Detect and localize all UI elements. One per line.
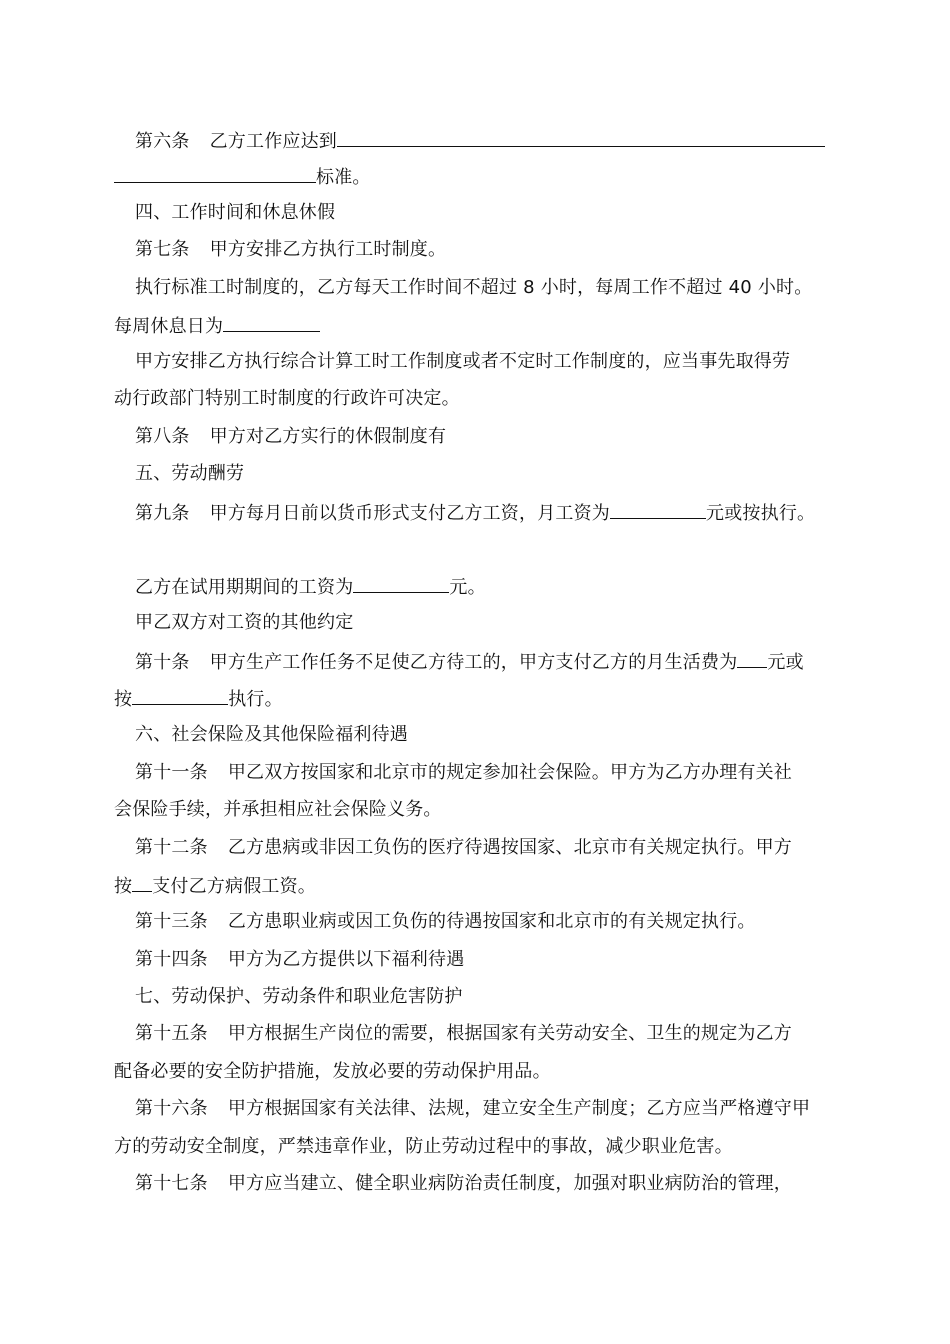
- article-6-cont-line: [114, 164, 854, 190]
- article-9-tail: 元或按执行。: [706, 503, 816, 524]
- rest-day-text: 每周休息日为: [114, 316, 224, 337]
- article-10-cont1: 按: [114, 689, 133, 710]
- article-16-text: 甲方根据国家有关法律、法规，建立安全生产制度；乙方应当严格遵守甲: [227, 1098, 811, 1119]
- article-8-label: 第八条: [135, 426, 190, 447]
- article-15-text: 甲方根据生产岗位的需要，根据国家有关劳动安全、卫生的规定为乙方: [227, 1023, 793, 1044]
- article-17-label: 第十七条: [135, 1173, 208, 1194]
- article-10-cont2: 执行。: [228, 689, 283, 710]
- article-12-cont1: 按: [114, 876, 133, 897]
- trial-wage-text: 乙方在试用期期间的工资为: [135, 577, 354, 598]
- article-11-text: 甲乙双方按国家和北京市的规定参加社会保险。甲方为乙方办理有关社: [227, 762, 793, 783]
- article-11-line: [114, 761, 875, 785]
- article-9-line: [114, 500, 875, 526]
- article-12-label: 第十二条: [135, 837, 208, 858]
- article-6-blank-2: [114, 164, 316, 183]
- comprehensive-hours-line-2: 动行政部门特别工时制度的行政许可决定。: [114, 388, 460, 409]
- article-16-label: 第十六条: [135, 1098, 208, 1119]
- article-14-line: [114, 948, 875, 972]
- article-15-cont-line: 配备必要的安全防护措施，发放必要的劳动保护用品。: [114, 1061, 551, 1082]
- article-9-blank: [610, 500, 706, 519]
- article-12-line: [114, 836, 875, 860]
- other-wage-line: 甲乙双方对工资的其他约定: [135, 612, 354, 633]
- article-16-cont-line: 方的劳动安全制度，严禁违章作业，防止劳动过程中的事故，减少职业危害。: [114, 1136, 733, 1157]
- article-6-label: 第六条: [135, 131, 190, 152]
- article-12-cont2: 支付乙方病假工资。: [152, 876, 317, 897]
- rest-day-line: [114, 313, 854, 339]
- section-7-heading: 七、劳动保护、劳动条件和职业危害防护: [135, 986, 463, 1007]
- article-17-text: 甲方应当建立、健全职业病防治责任制度，加强对职业病防治的管理，: [227, 1173, 793, 1194]
- article-10-mid: 元或: [767, 652, 804, 673]
- article-12-text: 乙方患病或非因工负伤的医疗待遇按国家、北京市有关规定执行。甲方: [227, 837, 793, 858]
- article-11-label: 第十一条: [135, 762, 208, 783]
- trial-wage-tail: 元。: [449, 577, 486, 598]
- article-10-text: 甲方生产工作任务不足使乙方待工的，甲方支付乙方的月生活费为: [209, 652, 738, 673]
- comprehensive-hours-line-1: 甲方安排乙方执行综合计算工时工作制度或者不定时工作制度的，应当事先取得劳: [135, 351, 791, 372]
- article-10-cont-line: [114, 686, 854, 712]
- trial-wage-line: [114, 574, 875, 600]
- article-6-tail: 标准。: [316, 167, 371, 188]
- article-8-line: [114, 425, 875, 449]
- article-8-text: 甲方对乙方实行的休假制度有: [209, 426, 447, 447]
- article-14-text: 甲方为乙方提供以下福利待遇: [227, 949, 465, 970]
- article-7-line: [114, 238, 875, 262]
- article-6-line: [114, 128, 875, 154]
- rest-day-blank: [223, 313, 320, 332]
- article-6-blank: [337, 128, 825, 147]
- article-12-cont-line: [114, 873, 854, 899]
- article-11-cont-line: 会保险手续，并承担相应社会保险义务。: [114, 799, 442, 820]
- standard-hours-line: 执行标准工时制度的，乙方每天工作时间不超过 8 小时，每周工作不超过 40 小时。: [135, 277, 813, 298]
- article-10-label: 第十条: [135, 652, 190, 673]
- section-4-heading: 四、工作时间和休息休假: [135, 202, 336, 223]
- article-7-label: 第七条: [135, 239, 190, 260]
- article-13-label: 第十三条: [135, 911, 208, 932]
- article-6-text: 乙方工作应达到: [209, 131, 338, 152]
- article-17-line: [114, 1172, 875, 1196]
- article-13-line: [114, 910, 875, 934]
- article-16-line: [114, 1097, 875, 1121]
- section-5-heading: 五、劳动酬劳: [135, 463, 245, 484]
- article-9-label: 第九条: [135, 503, 190, 524]
- article-10-line: [114, 649, 875, 675]
- section-6-heading: 六、社会保险及其他保险福利待遇: [135, 724, 408, 745]
- article-15-line: [114, 1022, 875, 1046]
- trial-wage-blank: [353, 574, 449, 593]
- article-10-blank: [737, 649, 767, 668]
- article-7-text: 甲方安排乙方执行工时制度。: [209, 239, 447, 260]
- article-15-label: 第十五条: [135, 1023, 208, 1044]
- article-10-blank-2: [132, 686, 228, 705]
- article-14-label: 第十四条: [135, 949, 208, 970]
- article-12-blank: [132, 873, 152, 892]
- article-9-text: 甲方每月日前以货币形式支付乙方工资，月工资为: [209, 503, 611, 524]
- article-13-text: 乙方患职业病或因工负伤的待遇按国家和北京市的有关规定执行。: [227, 911, 756, 932]
